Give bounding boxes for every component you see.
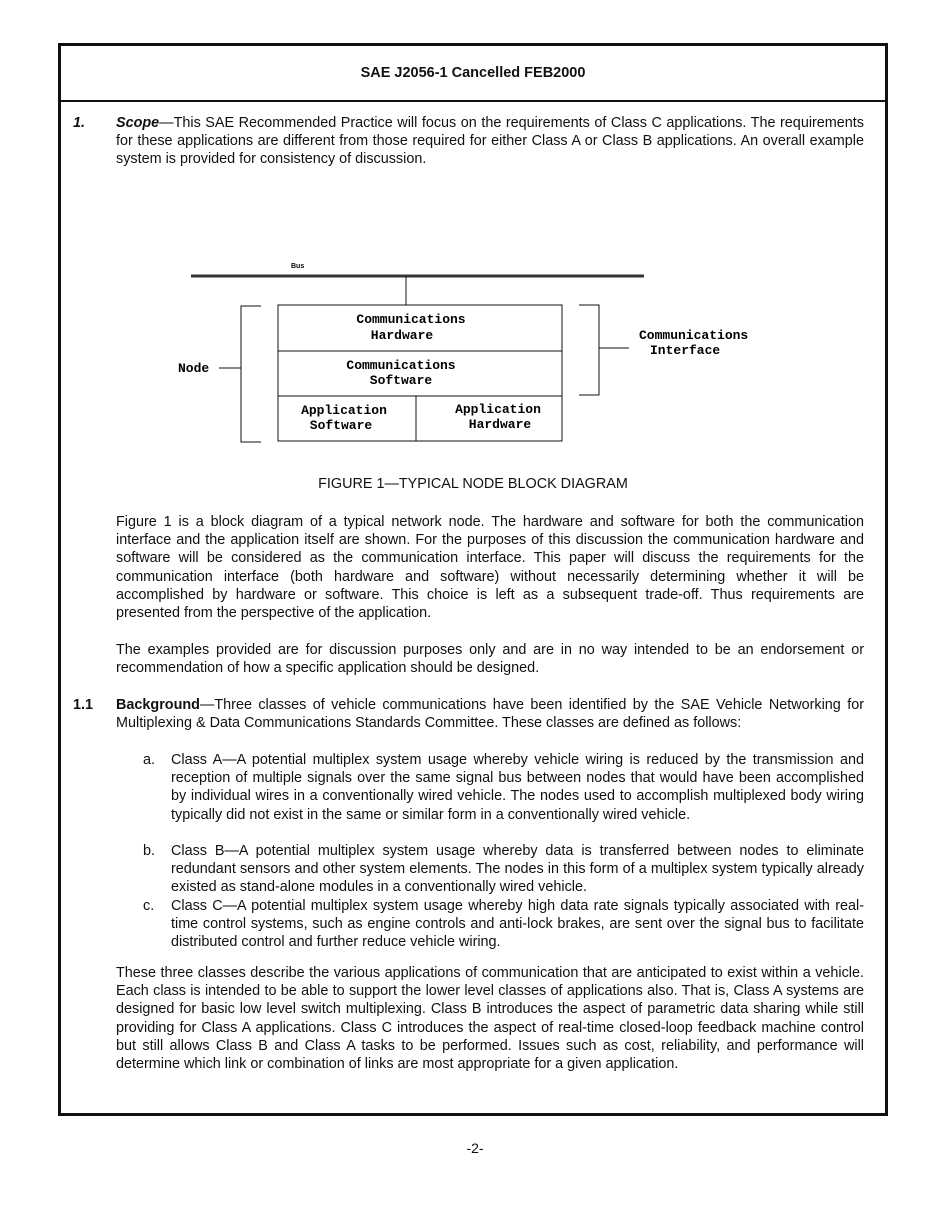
closing-paragraph: These three classes describe the various applications of communication that are anticipated to exist within a vehicle. Each class is intended to be able to support the lower level classes of applications also. That is, Class A systems are designed for basic low level switch multiplexing. Class B introduces the aspect of parametric data sharing while still providing for Class A applications. Class C introduces the aspect of real-time closed-loop feedback machine control but still allows Class B and Class A tasks to be performed. Issues such as cost, reliability, and performance will determine which link or combination of links are most appropriate for a given application.: [116, 965, 864, 1073]
class-a-item: Class A—A potential multiplex system usage whereby vehicle wiring is reduced by the transmission and reception of multiple signals over the same signal bus between nodes that would have been accomplished by individual wires in a conventionally wired vehicle. The nodes used to accomplish multiplexed body wiring typically did not exist in the same or similar form in a conventionally wired vehicle.: [171, 752, 864, 823]
app-hardware-line1: Application: [455, 402, 541, 417]
interface-bracket: [579, 305, 599, 395]
scope-heading: Scope: [116, 115, 160, 131]
comm-software-line1: Communications: [346, 358, 456, 373]
page-number: -2-: [466, 1140, 484, 1156]
interface-line2: Interface: [650, 343, 721, 358]
list-marker: c.: [143, 898, 155, 914]
class-c-item: Class C—A potential multiplex system usage whereby high data rate signals typically associated with real-time control systems, such as engine controls and anti-lock brakes, are sent over the signal bus to facilitate distributed control and further reduce vehicle wiring.: [171, 898, 864, 951]
document-header: [61, 46, 885, 102]
examples-disclaimer: The examples provided are for discussion purposes only and are in no way intended to be an endorsement or recommendation of how a specific application should be designed.: [116, 642, 864, 677]
background-paragraph: [116, 696, 864, 732]
app-software-line2: Software: [309, 418, 373, 433]
comm-hardware-line2: Hardware: [370, 328, 434, 343]
class-b-item: Class B—A potential multiplex system usage whereby data is transferred between nodes to eliminate redundant sensors and other system elements. The nodes in this form of a multiplex system typically already existed as stand-alone modules in a conventionally wired vehicle.: [171, 843, 864, 896]
list-marker: a.: [143, 752, 156, 768]
figure-caption: FIGURE 1—TYPICAL NODE BLOCK DIAGRAM: [318, 476, 628, 492]
section-number: 1.: [73, 115, 86, 131]
comm-software-line2: Software: [369, 373, 433, 388]
document-title: SAE J2056-1 Cancelled FEB2000: [360, 65, 586, 81]
list-marker: b.: [143, 843, 156, 859]
node-bracket: [241, 306, 261, 442]
page-frame: [58, 43, 888, 1116]
figure-description: Figure 1 is a block diagram of a typical network node. The hardware and software for both the communication interface and the application itself are shown. For the purposes of this discussion the communication hardware and software will be considered as the communication interface. This paper will discuss the requirements for the communication interface (both hardware and software) without necessarily determining whether it will be accomplished by hardware or software. This choice is left as a subsequent trade-off. Thus requirements are presented from the perspective of the application.: [116, 514, 864, 622]
background-text: —Three classes of vehicle communications have been identified by the SAE Vehicle Networking for Multiplexing & Data Communications Standards Committee. These classes are defined as follows:: [116, 697, 864, 732]
node-label: Node: [178, 361, 210, 376]
scope-text: —This SAE Recommended Practice will focus on the requirements of Class C applications. The requirements for these applications are different from those required for either Class A or Class B applications. An overall example system is provided for consistency of discussion.: [116, 115, 864, 168]
subsection-number: 1.1: [73, 697, 94, 713]
scope-paragraph: [116, 114, 864, 169]
comm-hardware-line1: Communications: [356, 312, 466, 327]
interface-line1: Communications: [639, 328, 749, 343]
node-block-diagram: [61, 252, 885, 462]
bus-label: Bus: [291, 263, 305, 270]
app-hardware-line2: Hardware: [468, 417, 532, 432]
app-software-line1: Application: [301, 403, 387, 418]
document-body: [61, 102, 885, 1113]
background-heading: Background: [116, 697, 200, 713]
